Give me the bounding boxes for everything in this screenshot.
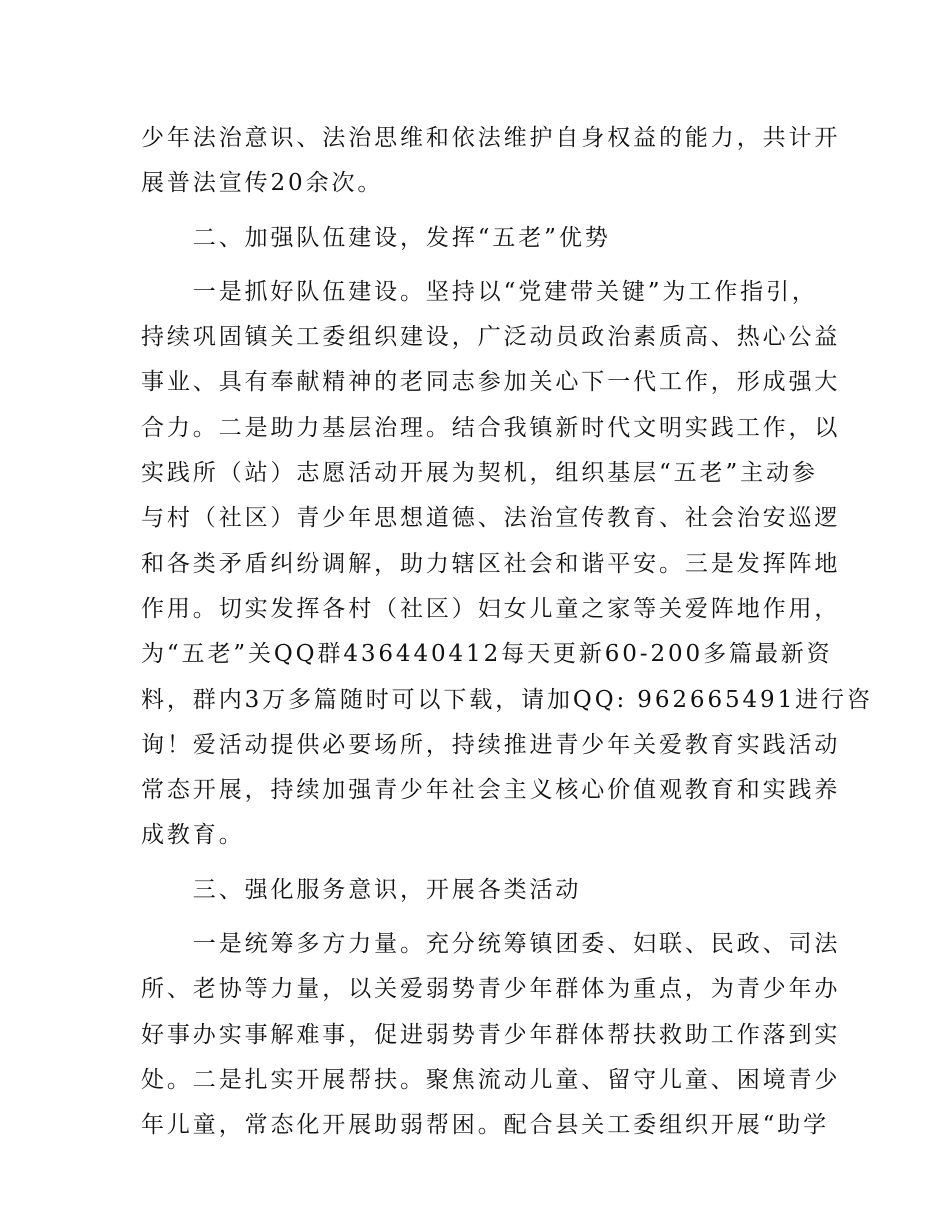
text-line: 合力。二是助力基层治理。结合我镇新时代文明实践工作，以	[141, 414, 841, 441]
text-line: 事业、具有奉献精神的老同志参加关心下一代工作，形成强大	[141, 369, 841, 396]
paragraph-gap	[141, 913, 811, 922]
text-line: 所、老协等力量，以关爱弱势青少年群体为重点，为青少年办	[141, 976, 841, 1003]
text-line: 常态开展，持续加强青少年社会主义核心价值观教育和实践养	[141, 777, 841, 804]
text-line: 询！爱活动提供必要场所，持续推进青少年关爱教育实践活动	[141, 731, 841, 758]
paragraph-gap	[141, 859, 811, 868]
paragraph-gap	[141, 261, 811, 270]
text-line: 作用。切实发挥各村（社区）妇女儿童之家等关爱阵地作用，	[141, 595, 841, 622]
section-heading-3: 三、强化服务意识，开展各类活动	[141, 876, 582, 903]
text-line: 少年法治意识、法治思维和依法维护自身权益的能力，共计开	[141, 125, 841, 151]
text-line: 年儿童，常态化开展助弱帮困。配合县关工委组织开展“助学	[141, 1112, 830, 1139]
paragraph-gap	[141, 207, 811, 216]
text-line: 为“五老”关QQ群436440412每天更新60-200多篇最新资	[141, 641, 833, 668]
text-line: 处。二是扎实开展帮扶。聚焦流动儿童、留守儿童、困境青少	[141, 1066, 841, 1093]
text-line: 料，群内3万多篇随时可以下载，请加QQ: 962665491进行咨	[141, 686, 873, 713]
section-heading-2: 二、加强队伍建设，发挥“五老”优势	[141, 224, 611, 251]
text-line: 展普法宣传20余次。	[141, 170, 384, 197]
text-line: 一是抓好队伍建设。坚持以“党建带关键”为工作指引，	[141, 278, 818, 305]
text-line: 与村（社区）青少年思想道德、法治宣传教育、社会治安巡逻	[141, 505, 841, 532]
text-line: 好事办实事解难事，促进弱势青少年群体帮扶救助工作落到实	[141, 1021, 841, 1048]
document-body	[141, 116, 873, 1149]
text-line: 实践所（站）志愿活动开展为契机，组织基层“五老”主动参	[141, 460, 818, 487]
text-line: 成教育。	[141, 822, 245, 849]
text-line: 和各类矛盾纠纷调解，助力辖区社会和谐平安。三是发挥阵地	[141, 550, 841, 577]
text-line: 一是统筹多方力量。充分统筹镇团委、妇联、民政、司法	[141, 931, 841, 958]
text-line: 持续巩固镇关工委组织建设，广泛动员政治素质高、热心公益	[141, 324, 841, 351]
